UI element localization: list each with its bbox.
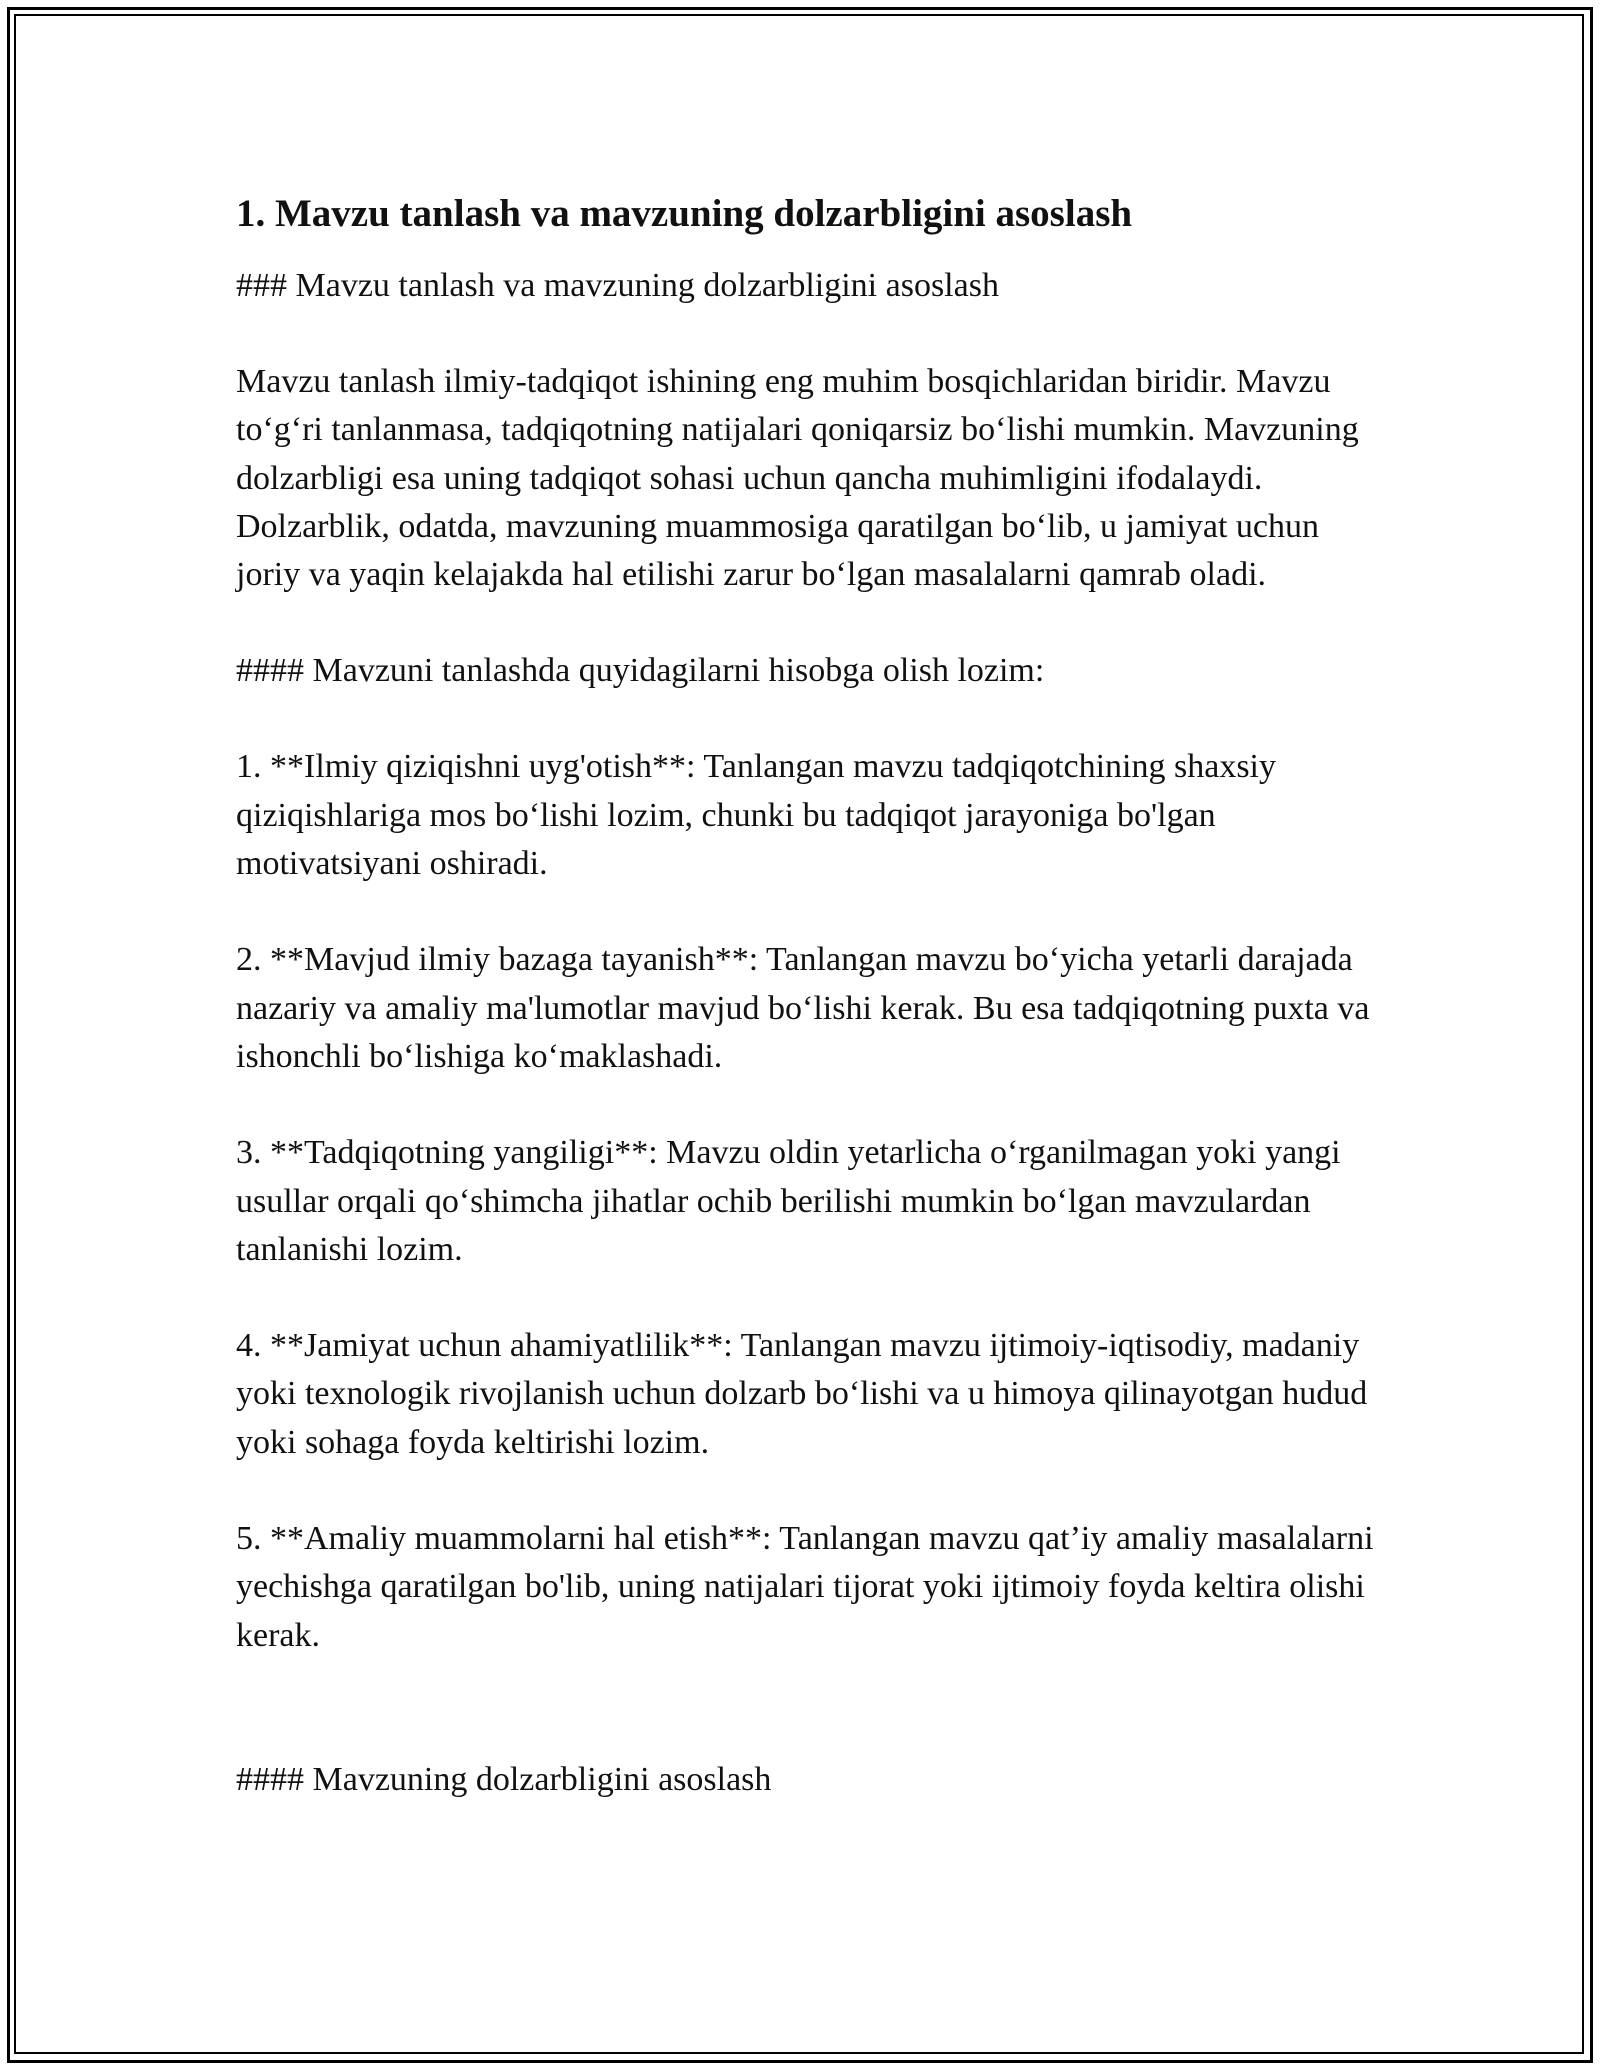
criteria-item-3: 3. **Tadqiqotning yangiligi**: Mavzu oldin yetarlicha o‘rganilmagan yoki yangi usullar orqali qo‘shimcha jihatlar ochib berilishi mumkin bo‘lgan mavzulardan tanlanishi lozim. xyxy=(236,1134,1341,1268)
document-body xyxy=(236,186,1386,1804)
criteria-item-1: 1. **Ilmiy qiziqishni uyg'otish**: Tanlangan mavzu tadqiqotchining shaxsiy qiziqishlariga mos bo‘lishi lozim, chunki bu tadqiqot jarayoniga bo'lgan motivatsiyani oshiradi. xyxy=(236,748,1277,883)
intro-paragraph: Mavzu tanlash ilmiy-tadqiqot ishining eng muhim bosqichlaridan biridir. Mavzu to‘g‘ri tanlanmasa, tadqiqotning natijalari qoniqarsiz bo‘lishi mumkin. Mavzuning dolzarbligi esa uning tadqiqot sohasi uchun qancha muhimligini ifodalaydi. Dolzarblik, odatda, mavzuning muammosiga qaratilgan bo‘lib, u jamiyat uchun joriy va yaqin kelajakda hal etilishi zarur bo‘lgan masalalarni qamrab oladi. xyxy=(236,363,1359,594)
criteria-heading: #### Mavzuni tanlashda quyidagilarni hisobga olish lozim: xyxy=(236,652,1045,690)
criteria-item-4: 4. **Jamiyat uchun ahamiyatlilik**: Tanlangan mavzu ijtimoiy-iqtisodiy, madaniy yoki texnologik rivojlanish uchun dolzarb bo‘lishi va u himoya qilinayotgan hudud yoki sohaga foyda keltirishi lozim. xyxy=(236,1327,1368,1461)
final-heading: #### Mavzuning dolzarbligini asoslash xyxy=(236,1760,772,1798)
criteria-item-2: 2. **Mavjud ilmiy bazaga tayanish**: Tanlangan mavzu bo‘yicha yetarli darajada nazariy va amaliy ma'lumotlar mavjud bo‘lishi kerak. Bu esa tadqiqotning puxta va ishonchli bo‘lishiga ko‘maklashadi. xyxy=(236,941,1370,1075)
document-subheading: ### Mavzu tanlash va mavzuning dolzarbligini asoslash xyxy=(236,267,999,304)
document-title: 1. Mavzu tanlash va mavzuning dolzarbligini asoslash xyxy=(236,192,1133,235)
criteria-item-5: 5. **Amaliy muammolarni hal etish**: Tanlangan mavzu qat’iy amaliy masalalarni yechishga qaratilgan bo'lib, uning natijalari tijorat yoki ijtimoiy foyda keltira olishi kerak. xyxy=(236,1520,1374,1654)
